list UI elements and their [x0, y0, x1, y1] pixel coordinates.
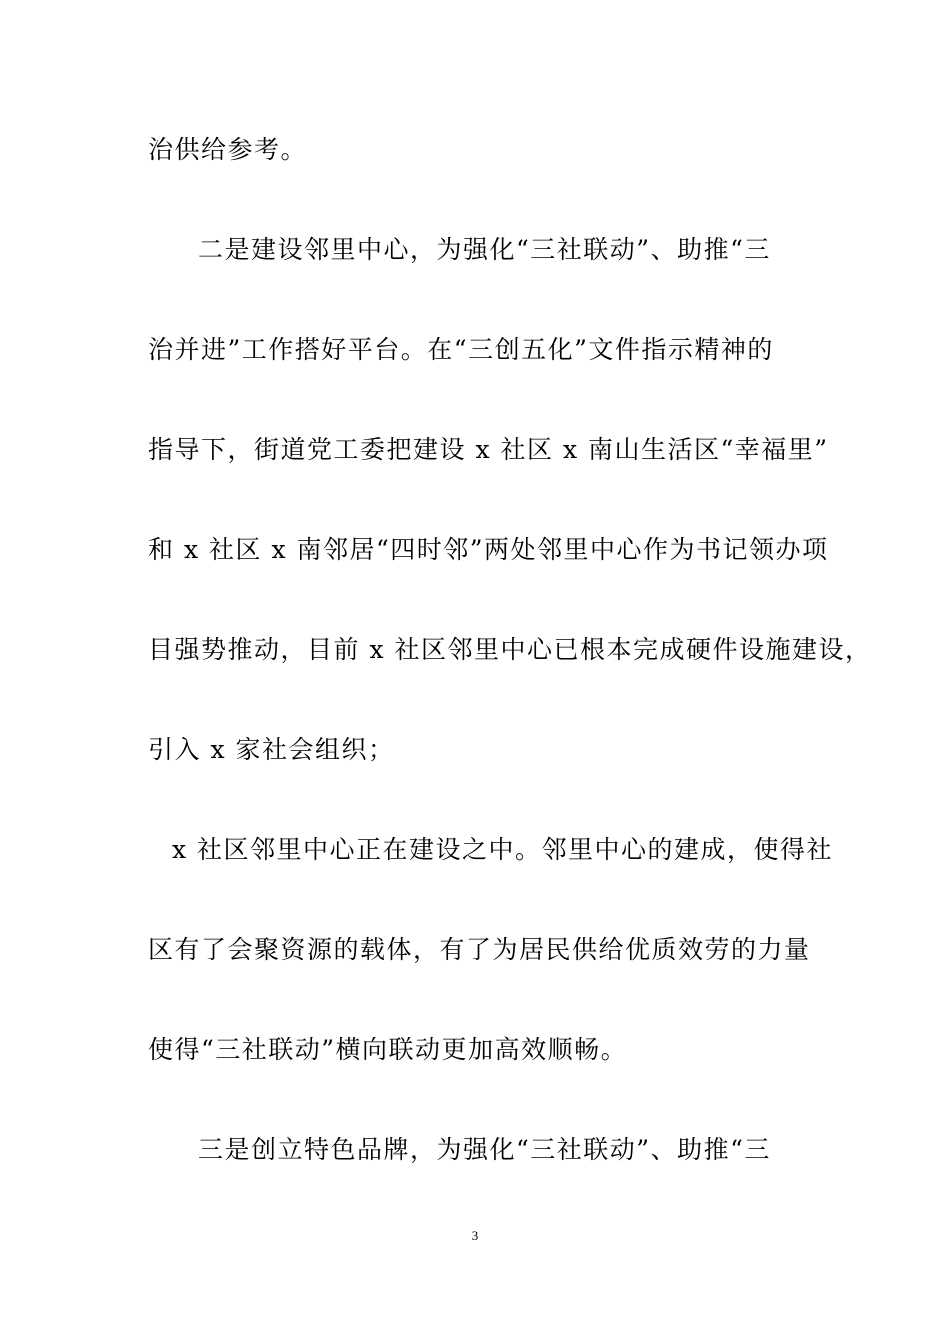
text-line: 三是创立特色品牌，为强化“三社联动”、助推“三: [198, 1135, 771, 1164]
text-line: 引入 x 家社会组织；: [148, 735, 395, 764]
text-line: 使得“三社联动”横向联动更加高效顺畅。: [148, 1035, 628, 1064]
text-line: 指导下，街道党工委把建设 x 社区 x 南山生活区“幸福里”: [148, 435, 829, 464]
text-line: x 社区邻里中心正在建设之中。邻里中心的建成，使得社: [172, 835, 834, 864]
text-line: 和 x 社区 x 南邻居“四时邻”两处邻里中心作为书记领办项: [148, 535, 829, 564]
text-line: 二是建设邻里中心，为强化“三社联动”、助推“三: [198, 235, 771, 264]
page-number: 3: [471, 1228, 479, 1243]
text-line: 目强势推动，目前 x 社区邻里中心已根本完成硬件设施建设，: [148, 635, 872, 664]
text-line: 区有了会聚资源的载体，有了为居民供给优质效劳的力量: [148, 935, 811, 964]
text-line: 治并进”工作搭好平台。在“三创五化”文件指示精神的: [148, 335, 774, 364]
text-line: 治供给参考。: [148, 135, 308, 164]
